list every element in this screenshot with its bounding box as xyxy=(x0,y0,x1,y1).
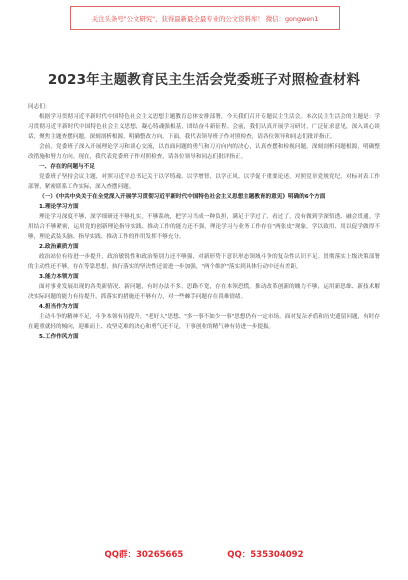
item-text: 理论学习深度不够，深学细研还不够扎实，不够系统，把学习当成一种负担，满足于学过了、看过了，没有做到学深悟透、融会贯通。学用结合不够紧密，运用党的创新理论指导实践、推动工作的能力还不强，理论学习与业务工作存在"两张皮"现象，学以致用、用以促学做得不够，理论武装头脑、指导实践、推动工作的作用发挥不够充分。 xyxy=(28,214,380,240)
document-body xyxy=(28,102,380,342)
contact-footer xyxy=(0,548,408,562)
qq-group-label: QQ群：30265665 xyxy=(104,550,184,560)
document-title: 2023年主题教育民主生活会党委班子对照检查材料 xyxy=(47,72,361,88)
promo-banner-text: 关注头条号"公文研究"，获得最新最全最专业的公文资料库！ 微信：gongwen1 xyxy=(91,14,319,23)
promo-banner xyxy=(70,6,340,30)
item-heading: 4.担当作为方面 xyxy=(39,304,79,310)
section-heading: 一、存在的问题与不足 xyxy=(39,164,95,170)
subsection-heading: （一）《中共中央关于在全党深入开展学习贯彻习近平新时代中国特色社会主义思想主题教育的意见》明确的6个方面 xyxy=(39,194,326,200)
qq-label: QQ：535304092 xyxy=(227,550,304,560)
paragraph: 根据学习贯彻习近平新时代中国特色社会主义思想主题教育总体安排部署，今天我们召开专题民主生活会。本次民主生活会的主题是：学习贯彻习近平新时代中国特色社会主义思想，凝心铸魂强根基，团结奋斗新征程。会前，我们认真开展学习研讨，广泛征求意见，深入谈心谈话，聚焦主题查摆问题，深刻剖析根源，明确整改方向。下面，我代表领导班子作对照检查，请各位领导和同志们批评指正。 xyxy=(28,114,380,140)
item-text: 面对事业发展出现的各类新情况、新问题，有时办法不多、思路不宽，存在本领恐慌。推动改革创新的魄力不够，运用新思维、新技术解决实际问题的能力有待提升，抓落实的措施还不够有力，对一些棘手问题存在畏难情绪。 xyxy=(28,284,380,300)
item-text: 政治站位有待进一步提升，政治敏锐性和政治鉴别力还不够强，对新形势下意识形态领域斗争的复杂性认识不足。贯彻落实上级决策部署的主动性还不够，存在等靠思想，执行落实的坚决性还需进一步加强，"两个维护"落实到具体行动中还有差距。 xyxy=(28,254,380,270)
item-text: 主动斗争的精神不足，斗争本领有待提升，"老好人"思想、"多一事不如少一事"思想仍有一定市场。面对复杂矛盾和历史遗留问题，有时存在避重就轻的倾向，迎难而上、攻坚克难的决心和勇气还不足，干事创业的精气神有待进一步提振。 xyxy=(28,314,380,330)
item-heading: 2.政治素质方面 xyxy=(39,244,79,250)
item-heading: 1.理论学习方面 xyxy=(39,204,79,210)
item-heading: 3.能力本领方面 xyxy=(39,274,79,280)
item-heading: 5.工作作风方面 xyxy=(39,334,79,340)
document-page xyxy=(28,68,380,342)
paragraph: 会前，党委班子深入开展理论学习和谈心交流，以直面问题的勇气和刀刃向内的决心，认真查摆和检视问题，深刻剖析问题根源，明确整改措施和努力方向。现在，我代表党委班子作对照检查，请各位领导和同志们批评指正。 xyxy=(28,144,380,160)
paragraph: 党委班子坚持会议主题，对照习近平总书记关于以学铸魂、以学增智、以学正风、以学促干重要论述，对照党章党规党纪，对标对表工作部署，紧密联系工作实际，深入查摆问题。 xyxy=(28,174,380,190)
salutation: 同志们： xyxy=(28,104,51,110)
